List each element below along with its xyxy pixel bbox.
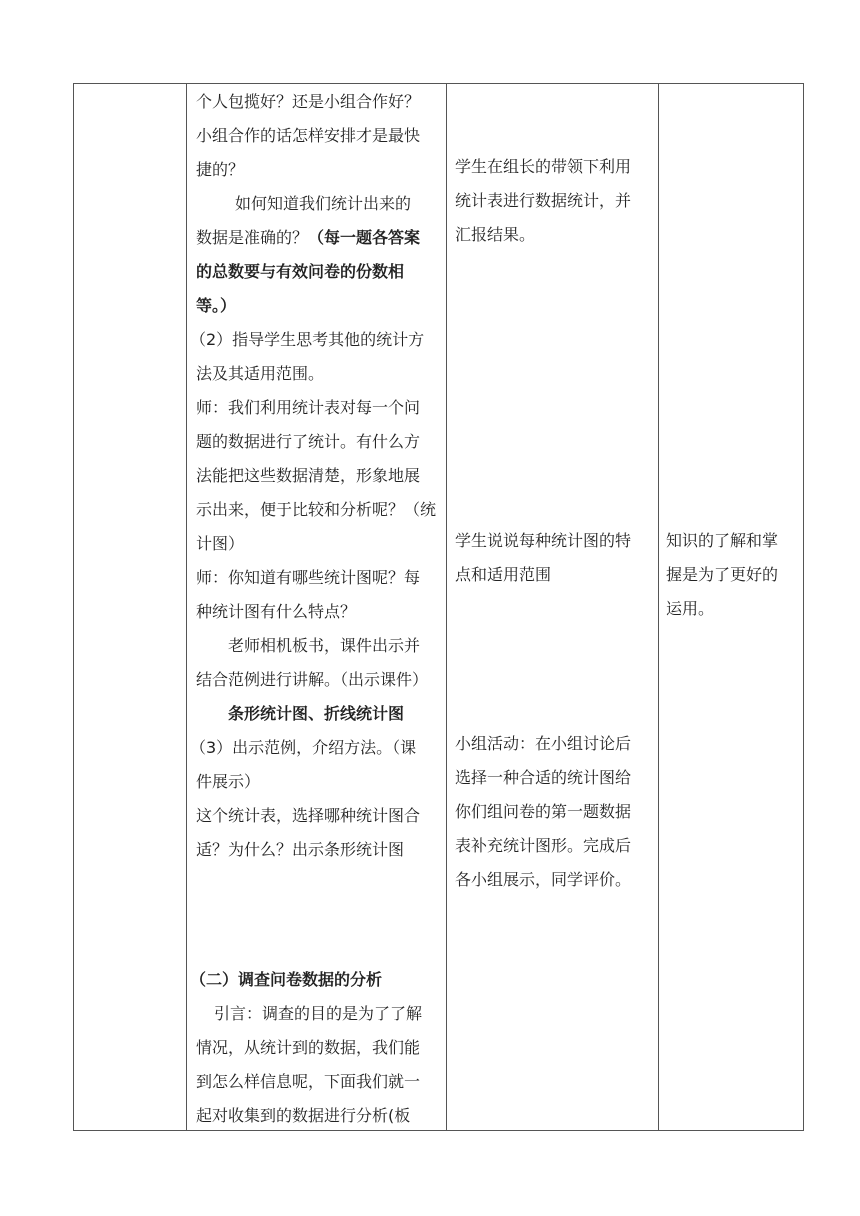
process-line: 如何知道我们统计出来的 [235,194,412,213]
section-heading: （二）调查问卷数据的分析 [190,970,383,989]
process-line: 情况，从统计到的数据，我们能 [196,1038,421,1057]
process-line: 结合范例进行讲解。（出示课件） [196,670,429,689]
process-line: 法及其适用范围。 [196,364,325,383]
table-col-border-4 [658,83,659,1131]
process-line: 到怎么样信息呢，下面我们就一 [196,1072,421,1091]
student-line: 表补充统计图形。完成后 [455,836,632,855]
process-line: 捷的？ [196,160,245,179]
table-col-border-2 [186,83,187,1131]
process-bold-line: 等。） [196,296,237,315]
process-line-mixed [196,221,420,255]
process-line: 师：我们利用统计表对每一个问 [196,398,421,417]
process-line: 法能把这些数据清楚，形象地展 [196,466,421,485]
process-line: 种统计图有什么特点？ [196,602,357,621]
table-top-border [73,83,804,84]
process-line: 件展示） [196,772,261,791]
process-line: 适？为什么？出示条形统计图 [196,840,405,859]
table-col-border-3 [446,83,447,1131]
student-line: 学生说说每种统计图的特 [455,531,632,550]
process-line: （3）出示范例，介绍方法。（课 [190,738,417,757]
process-text: 数据是准确的？ [196,228,309,247]
process-line: 小组合作的话怎样安排才是最快 [196,126,421,145]
process-line: 引言：调查的目的是为了了解 [214,1004,423,1023]
intent-line: 知识的了解和掌 [666,531,779,550]
process-line: 师：你知道有哪些统计图呢？每 [196,568,421,587]
process-line: 示出来，便于比较和分析呢？（统 [196,500,437,519]
process-line: 个人包揽好？还是小组合作好？ [196,92,421,111]
intent-line: 运用。 [666,599,715,618]
student-line: 学生在组长的带领下利用 [455,157,632,176]
intent-line: 握是为了更好的 [666,565,779,584]
student-line: 选择一种合适的统计图给 [455,768,632,787]
process-bold-line: 的总数要与有效问卷的份数相 [196,262,405,281]
student-line: 小组活动：在小组讨论后 [455,734,632,753]
process-line: （2）指导学生思考其他的统计方 [190,330,425,349]
table-col-border-1 [73,83,74,1131]
process-bold-text: （每一题各答案 [308,228,421,247]
student-line: 汇报结果。 [455,225,536,244]
process-line: 起对收集到的数据进行分析(板 [196,1106,411,1125]
table-col-border-5 [803,83,804,1131]
process-line: 这个统计表，选择哪种统计图合 [196,806,421,825]
process-line: 老师相机板书，课件出示并 [228,636,421,655]
process-bold-line: 条形统计图、折线统计图 [228,704,405,723]
process-line: 计图） [196,534,245,553]
process-line: 题的数据进行了统计。有什么方 [196,432,421,451]
student-line: 点和适用范围 [455,565,552,584]
student-line: 统计表进行数据统计，并 [455,191,632,210]
student-line: 各小组展示，同学评价。 [455,870,632,889]
table-bottom-border [73,1130,804,1131]
student-line: 你们组问卷的第一题数据 [455,802,632,821]
